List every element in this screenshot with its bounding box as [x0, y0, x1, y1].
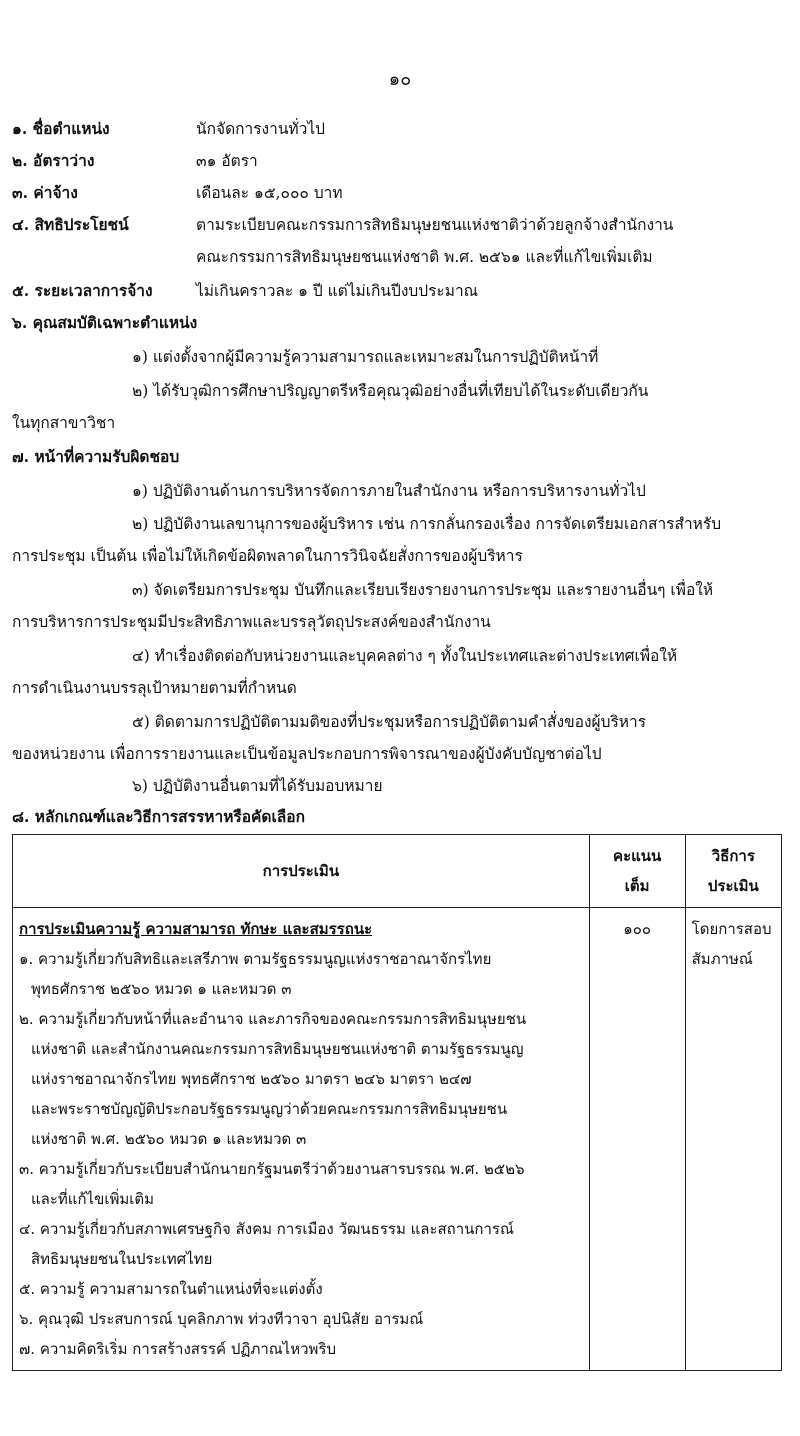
responsibility-item-cont: ของหน่วยงาน เพื่อการรายงานและเป็นข้อมูลประกอบการพิจารณาของผู้บังคับบัญชาต่อไป	[12, 745, 602, 763]
wage-value: เดือนละ ๑๕,๐๐๐ บาท	[196, 184, 343, 202]
assessment-item: ๓. ความรู้เกี่ยวกับระเบียบสำนักนายกรัฐมนตรีว่าด้วยงานสารบรรณ พ.ศ. ๒๕๒๖	[19, 1160, 525, 1178]
full-score-value: ๑๐๐	[623, 920, 652, 938]
responsibility-item-cont: การประชุม เป็นต้น เพื่อไม่ให้เกิดข้อผิดพลาดในการวินิจฉัยสั่งการของผู้บริหาร	[12, 547, 523, 565]
assessment-item: ๕. ความรู้ ความสามารถในตำแหน่งที่จะแต่งตั้ง	[19, 1280, 323, 1298]
assessment-item: ๖. คุณวุฒิ ประสบการณ์ บุคลิกภาพ ท่วงทีวาจา อุปนิสัย อารมณ์	[19, 1310, 424, 1328]
qualifications-heading: ๖. คุณสมบัติเฉพาะตำแหน่ง	[12, 313, 198, 332]
method-line-1: โดยการสอบ	[691, 920, 772, 938]
position-name-value: นักจัดการงานทั่วไป	[196, 120, 325, 138]
qualification-item: ๑) แต่งตั้งจากผู้มีความรู้ความสามารถและเหมาะสมในการปฏิบัติหน้าที่	[132, 348, 599, 366]
page-number: ๑๐	[388, 69, 412, 90]
responsibility-item: ๔) ทำเรื่องติดต่อกับหน่วยงานและบุคคลต่าง ๆ ทั้งในประเทศและต่างประเทศเพื่อให้	[132, 647, 678, 665]
assessment-item-cont: พุทธศักราช ๒๕๖๐ หมวด ๑ และหมวด ๓	[31, 980, 292, 998]
method-cell	[685, 908, 781, 1371]
employment-period-value: ไม่เกินคราวละ ๑ ปี แต่ไม่เกินปีงบประมาณ	[196, 282, 479, 300]
responsibility-item: ๒) ปฏิบัติงานเลขานุการของผู้บริหาร เช่น การกลั่นกรองเรื่อง การจัดเตรียมเอกสารสำหรับ	[132, 515, 722, 533]
responsibility-item: ๑) ปฏิบัติงานด้านการบริหารจัดการภายในสำนักงาน หรือการบริหารงานทั่วไป	[132, 482, 646, 500]
responsibility-item: ๖) ปฏิบัติงานอื่นตามที่ได้รับมอบหมาย	[132, 777, 383, 795]
header-method-line-2: ประเมิน	[707, 877, 759, 895]
assessment-item-cont: แห่งราชอาณาจักรไทย พุทธศักราช ๒๕๖๐ มาตรา ๒๔๖ มาตรา ๒๔๗	[31, 1070, 472, 1088]
assessment-item-cont: แห่งชาติ พ.ศ. ๒๕๖๐ หมวด ๑ และหมวด ๓	[31, 1130, 307, 1148]
header-method-line-1: วิธีการ	[711, 847, 755, 865]
benefits-line-1: ตามระเบียบคณะกรรมการสิทธิมนุษยชนแห่งชาติว่าด้วยลูกจ้างสำนักงาน	[196, 216, 674, 234]
header-assessment: การประเมิน	[13, 835, 590, 908]
responsibility-item: ๕) ติดตามการปฏิบัติตามมติของที่ประชุมหรือการปฏิบัติตามคำสั่งของผู้บริหาร	[132, 713, 647, 731]
position-name-label: ๑. ชื่อตำแหน่ง	[12, 119, 110, 138]
qualification-item-cont: ในทุกสาขาวิชา	[12, 414, 116, 432]
table-row	[13, 908, 782, 1371]
wage-label: ๓. ค่าจ้าง	[12, 183, 78, 202]
benefits-label: ๔. สิทธิประโยชน์	[12, 215, 129, 234]
table-header-row	[13, 835, 782, 908]
assessment-title: การประเมินความรู้ ความสามารถ ทักษะ และสมรรถนะ	[19, 920, 373, 938]
qualification-item: ๒) ได้รับวุฒิการศึกษาปริญญาตรีหรือคุณวุฒิอย่างอื่นที่เทียบได้ในระดับเดียวกัน	[132, 382, 649, 400]
full-score-cell	[589, 908, 685, 1371]
responsibility-item-cont: การบริหารการประชุมมีประสิทธิภาพและบรรลุวัตถุประสงค์ของสำนักงาน	[12, 613, 491, 631]
assessment-item: ๑. ความรู้เกี่ยวกับสิทธิและเสรีภาพ ตามรัฐธรรมนูญแห่งราชอาณาจักรไทย	[19, 950, 492, 968]
vacancy-label: ๒. อัตราว่าง	[12, 151, 95, 170]
assessment-item: ๗. ความคิดริเริ่ม การสร้างสรรค์ ปฏิภาณไหวพริบ	[19, 1340, 336, 1358]
employment-period-label: ๕. ระยะเวลาการจ้าง	[12, 281, 153, 300]
assessment-item-cont: แห่งชาติ และสำนักงานคณะกรรมการสิทธิมนุษยชนแห่งชาติ ตามรัฐธรรมนูญ	[31, 1040, 524, 1058]
method-line-2: สัมภาษณ์	[691, 950, 753, 968]
assessment-table	[12, 834, 782, 1371]
header-full-score-line-1: คะแนน	[613, 847, 662, 865]
assessment-items-cell	[13, 908, 590, 1371]
header-full-score	[589, 835, 685, 908]
selection-criteria-heading: ๘. หลักเกณฑ์และวิธีการสรรหาหรือคัดเลือก	[12, 807, 305, 826]
responsibilities-heading: ๗. หน้าที่ความรับผิดชอบ	[12, 447, 180, 466]
responsibility-item: ๓) จัดเตรียมการประชุม บันทึกและเรียบเรียงรายงานการประชุม และรายงานอื่นๆ เพื่อให้	[132, 581, 714, 599]
vacancy-value: ๓๑ อัตรา	[196, 152, 258, 170]
assessment-item: ๒. ความรู้เกี่ยวกับหน้าที่และอำนาจ และภารกิจของคณะกรรมการสิทธิมนุษยชน	[19, 1010, 527, 1028]
assessment-item: ๔. ความรู้เกี่ยวกับสภาพเศรษฐกิจ สังคม การเมือง วัฒนธรรม และสถานการณ์	[19, 1220, 514, 1238]
responsibility-item-cont: การดำเนินงานบรรลุเป้าหมายตามที่กำหนด	[12, 679, 297, 697]
benefits-line-2: คณะกรรมการสิทธิมนุษยชนแห่งชาติ พ.ศ. ๒๕๖๑ และที่แก้ไขเพิ่มเติม	[196, 248, 653, 266]
header-full-score-line-2: เต็ม	[624, 877, 650, 895]
assessment-item-cont: สิทธิมนุษยชนในประเทศไทย	[31, 1250, 213, 1268]
assessment-item-cont: และพระราชบัญญัติประกอบรัฐธรรมนูญว่าด้วยคณะกรรมการสิทธิมนุษยชน	[31, 1100, 508, 1118]
assessment-item-cont: และที่แก้ไขเพิ่มเติม	[31, 1190, 155, 1208]
header-method	[685, 835, 781, 908]
